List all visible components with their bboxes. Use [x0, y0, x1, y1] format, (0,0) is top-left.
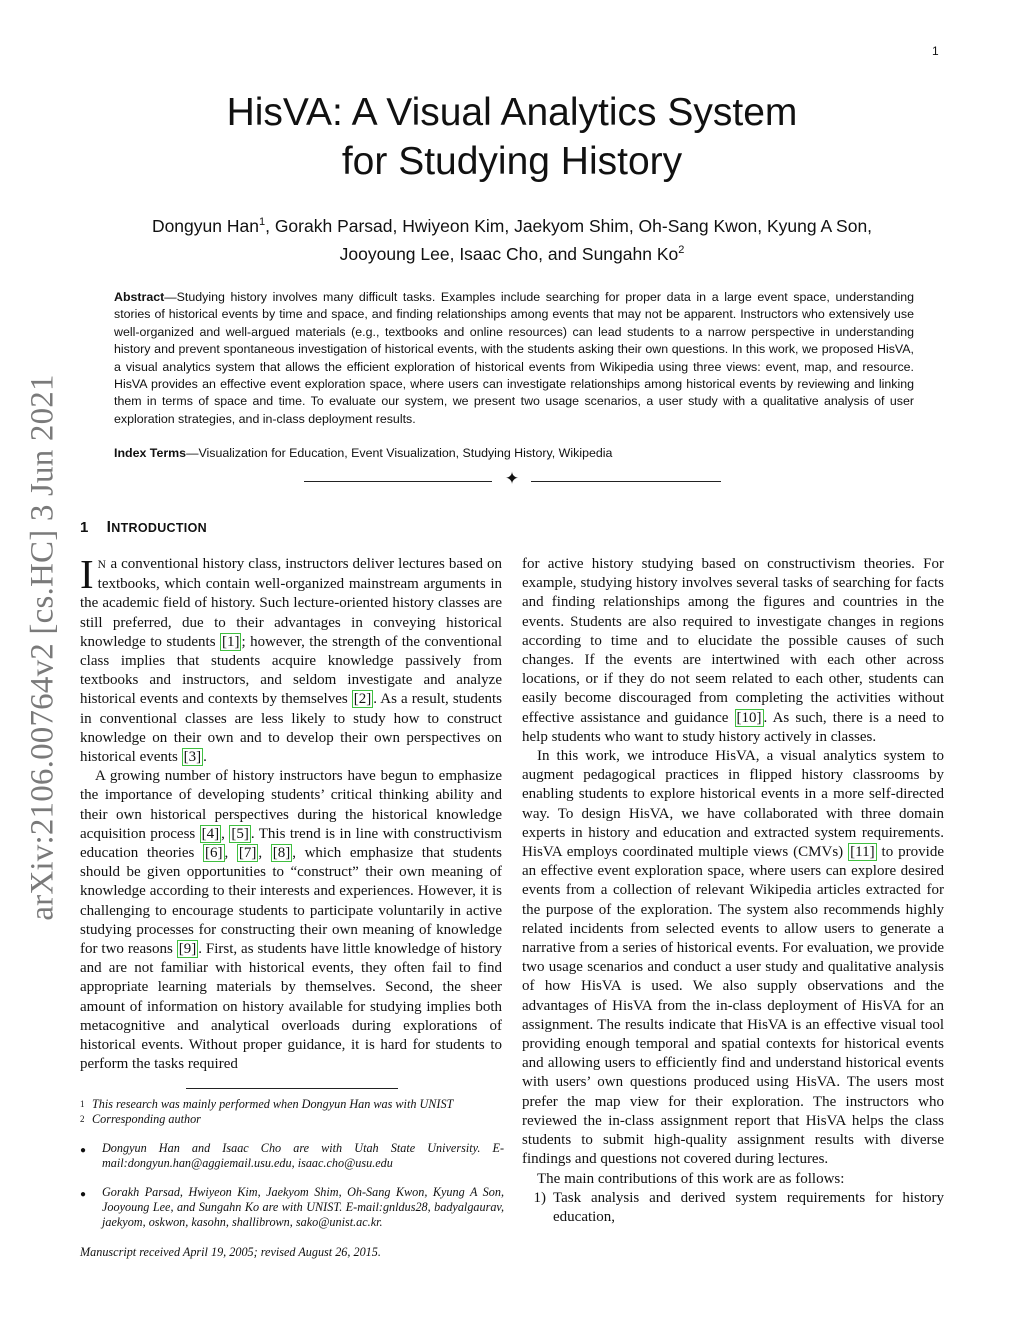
affiliation-1-text: Dongyun Han and Isaac Cho are with Utah State University. E-mail:dongyun.han@aggiemail.usu.edu, isaac.cho@usu.edu	[102, 1140, 504, 1171]
text-run: ; however, the strength of the conventional class implies that students acquire knowledge passively from textbooks and instructors, and seldom investigate and analyze historical events and contexts by themselves	[80, 633, 502, 708]
section-title-initial: I	[106, 519, 112, 536]
text-run: ,	[258, 845, 271, 862]
footnote-rule	[186, 1088, 398, 1089]
text-run: . As such, there is a need to help students who want to study history actively in classes.	[522, 709, 944, 745]
author-list	[100, 210, 924, 266]
text-run: for active history studying based on constructivism theories. For example, studying history involves several tasks of searching for facts and finding relationships among the figures and countries in the events. Students are also required to investigate changes in regions according to time and to elucidate the possible causes of such changes. If the events are intertwined with each other across locations, or if they do not seem related to each other, students can easily become discouraged from completing the activities without effective assistance and guidance	[522, 556, 944, 726]
arxiv-stamp-text: arXiv:2106.00764v2 [cs.HC] 3 Jun 2021	[24, 374, 61, 921]
footnotes	[80, 1097, 504, 1260]
text-run: .	[203, 749, 207, 766]
contribution-marker: 1)	[533, 1189, 546, 1206]
section-heading	[80, 519, 207, 537]
footnote-1-mark: 1	[80, 1099, 85, 1109]
page-number: 1	[932, 44, 939, 58]
section-title-rest: NTRODUCTION	[111, 521, 207, 535]
bullet-icon: ●	[80, 1144, 87, 1156]
text-run: to provide an effective event exploration space, where users can explore desired events from a collection of relevant Wikipedia articles extracted for the purpose of the exploration. The system also recommends highly related incidents from selected events to allow users to generate a narrative from a series of historical events. For evaluation, we provide two usage scenarios and conduct a user study and qualitative analysis of how HisVA is used. We also supply observations and the advantages of HisVA from the in-class deployment of HisVA for an assignment. The results indicate that HisVA is an effective visual tool providing enough temporal and spatial contexts for historical events and allowing users to efficiently find and understand historical events with users’ own questions produced using HisVA. The users most prefer the map view for their exploration. The instructors who reviewed the in-class assignment report that HisVA helps the class students to submit high-quality assignment results with diverse findings and questions not covered during lectures.	[522, 844, 944, 1168]
first-author: Dongyun Han	[151, 215, 259, 236]
footnote-2	[80, 1112, 504, 1127]
citation-link[interactable]: [9]	[178, 941, 197, 958]
text-run: ,	[221, 825, 230, 842]
text-run: . First, as students have little knowledge of history and are not familiar with historical events, they often fail to find appropriate learning materials by themselves. Second, the sheer amount of information on history available for studying implies both metacognitive and analytical overloads during explorations of historical events. Without proper guidance, it is hard for students to perform the tasks required	[80, 941, 502, 1073]
footnote-2-text: Corresponding author	[92, 1112, 201, 1127]
index-terms-text: —Visualization for Education, Event Visualization, Studying History, Wikipedia	[186, 446, 613, 460]
abstract-label: Abstract	[114, 290, 165, 304]
citation-link[interactable]: [1]	[221, 633, 240, 650]
citation-link[interactable]: [3]	[183, 749, 202, 766]
contribution-text: Task analysis and derived system requirements for history education,	[553, 1189, 944, 1225]
citation-link[interactable]: [5]	[231, 825, 249, 842]
index-terms	[114, 445, 914, 462]
citation-link[interactable]: [10]	[736, 709, 762, 726]
text-run: . As a result, students in conventional classes are less likely to study how to construct knowledge on their own and to develop their own perspectives on historical events	[80, 691, 502, 766]
last-author-mark: 2	[678, 243, 685, 256]
text-run: , which emphasize that students should be given opportunities to “construct” their own meaning of knowledge according to their interests and experiences. However, it is challenging to encourage students to participate voluntarily in active studying processes for constructing their own meaning of knowledge for two reasons	[80, 845, 503, 958]
citation-link[interactable]: [7]	[238, 845, 257, 862]
intro-paragraph-1	[80, 551, 502, 767]
citation-link[interactable]: [8]	[272, 845, 291, 862]
authors-line-2: Jooyoung Lee, Isaac Cho, and Sungahn Ko	[339, 243, 679, 264]
text-run: In this work, we introduce HisVA, a visual analytics system to augment pedagogical practices in flipped history classrooms by enabling students to explore historical events in a more self-directed way. To design HisVA, we have collaborated with three domain experts in history and education and extracted system requirements. HisVA employs coordinated multiple views (CMVs)	[522, 748, 944, 861]
citation-link[interactable]: [6]	[205, 845, 223, 862]
intro-paragraph-5: The main contributions of this work are as follows:	[537, 1170, 845, 1187]
intro-paragraph-2	[80, 767, 502, 1074]
text-run: ,	[224, 845, 237, 862]
text-run: A growing number of history instructors have begun to emphasize the importance of developing students’ critical thinking ability and their own historical perspectives during the historical knowledge acquisition process	[80, 768, 502, 842]
contribution-item	[522, 1189, 944, 1227]
affiliation-1	[80, 1141, 504, 1172]
title-line-1: HisVA: A Visual Analytics System	[226, 91, 798, 134]
abstract-text: —Studying history involves many difficult tasks. Examples include searching for proper data in a large event space, understanding stories of historical events by time and space, and finding relationships among events that may not be apparent. Instructors who extensively use well-organized and well-argued materials (e.g., textbooks and online resources) can lead students to a narrow perspective in understanding history and prevent spontaneous investigation of historical events, with the students asking their own questions. In this work, we proposed HisVA, a visual analytics system that allows the efficient exploration of historical events from Wikipedia using three views: event, map, and resource. HisVA provides an effective event exploration space, where users can investigate relationships among historical events by reviewing and linking them in terms of space and time. To evaluate our system, we present two usage scenarios, a user study with a qualitative analysis of user exploration strategies, and in-class deployment results.	[114, 290, 914, 426]
manuscript-note: Manuscript received April 19, 2005; revised August 26, 2015.	[80, 1244, 381, 1259]
citation-link[interactable]: [11]	[850, 844, 875, 861]
section-number: 1	[80, 519, 89, 536]
authors-line-1: , Gorakh Parsad, Hwiyeon Kim, Jaekyom Shim, Oh-Sang Kwon, Kyung A Son,	[265, 215, 873, 236]
bullet-icon: ●	[80, 1188, 87, 1200]
index-terms-label: Index Terms	[114, 446, 187, 460]
left-column	[80, 551, 503, 1074]
separator-star-icon: ✦	[504, 469, 520, 488]
footnote-2-mark: 2	[80, 1114, 85, 1125]
footnote-1-text: This research was mainly performed when Dongyun Han was with UNIST	[92, 1097, 454, 1111]
citation-link[interactable]: [2]	[353, 691, 372, 708]
right-column	[522, 555, 944, 1227]
drop-cap: I	[80, 551, 94, 597]
intro-paragraph-3	[522, 555, 944, 747]
first-author-mark: 1	[258, 216, 266, 228]
affiliation-2	[80, 1185, 504, 1231]
abstract	[114, 289, 914, 428]
drop-cap-lead: N	[97, 559, 107, 571]
text-run: . This trend is in line with constructivism education theories	[80, 825, 503, 862]
separator-line-left	[304, 481, 492, 482]
title-line-2: for Studying History	[341, 140, 683, 183]
separator-line-right	[531, 481, 721, 482]
paper-title	[100, 88, 924, 186]
affiliation-2-text: Gorakh Parsad, Hwiyeon Kim, Jaekyom Shim, Oh-Sang Kwon, Kyung A Son, Jooyoung Lee, and Sungahn Ko are with UNIST. E-mail:gnldus28, badyalgaurav, jaekyom, oskwon, kasohn, shallibrown, sako@unist.ac.kr.	[102, 1184, 504, 1230]
citation-link[interactable]: [4]	[201, 825, 220, 842]
text-run: a conventional history class, instructors deliver lectures based on textbooks, which contain well-organized mainstream arguments in the academic field of history. Such lecture-oriented history classes are still preferred, due to their advantages in conveying historical knowledge to students	[80, 556, 502, 650]
footnote-1	[80, 1097, 504, 1112]
arxiv-stamp	[4, 365, 82, 930]
intro-paragraph-4	[522, 747, 944, 1169]
